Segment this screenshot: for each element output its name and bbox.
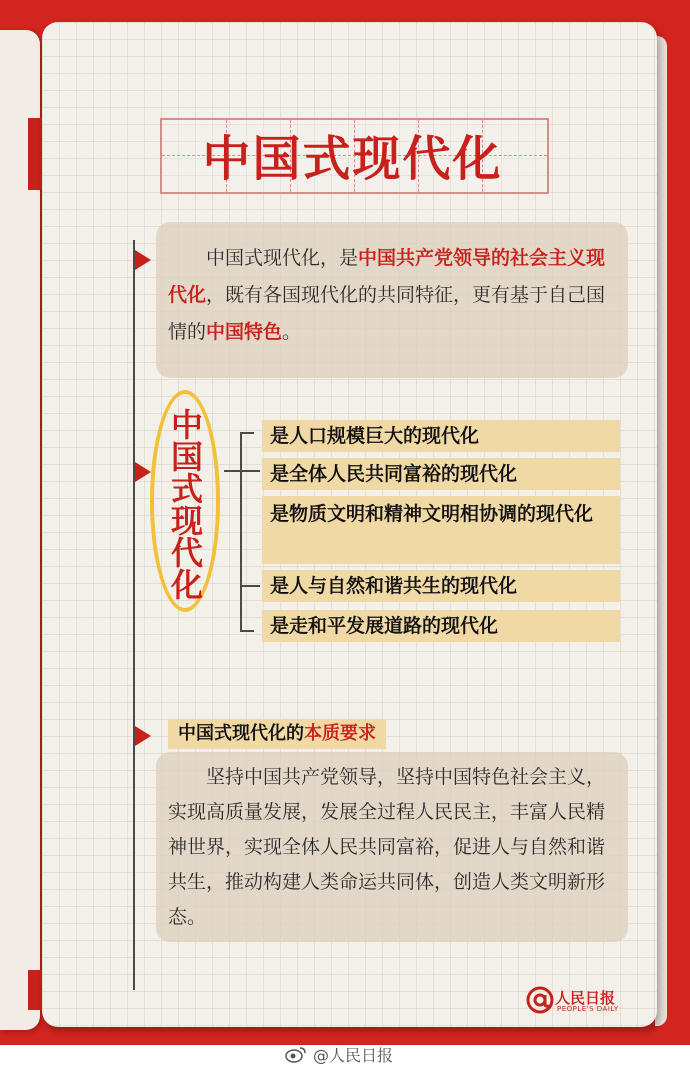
requirement-label: 中国式现代化的本质要求 xyxy=(168,719,386,749)
weibo-icon xyxy=(285,1045,307,1063)
timeline-arrow-2 xyxy=(135,462,151,482)
bracket-tick xyxy=(240,470,260,472)
timeline-arrow-1 xyxy=(135,250,151,270)
logo-subtitle: PEOPLE'S DAILY xyxy=(557,1005,619,1013)
feature-item-3: 是物质文明和精神文明相协调的现代化 xyxy=(262,496,620,564)
requirement-paragraph: 坚持中国共产党领导，坚持中国特色社会主义，实现高质量发展，发展全过程人民民主，丰富人民精神世界，实现全体人民共同富裕，促进人与自然和谐共生，推动构建人类命运共同体，创造人类文明新形态。 xyxy=(168,766,606,928)
intro-paragraph: 中国式现代化，是中国共产党领导的社会主义现代化，既有各国现代化的共同特征，更有基于自己国情的中国特色。 xyxy=(168,247,606,343)
weibo-watermark xyxy=(285,1043,393,1065)
peoples-daily-logo xyxy=(525,985,625,1017)
feature-item-4: 是人与自然和谐共生的现代化 xyxy=(262,570,620,602)
timeline-line xyxy=(133,240,135,990)
at-icon xyxy=(525,985,555,1015)
oval-label: 中国式现代化 xyxy=(166,408,204,600)
feature-item-2: 是全体人民共同富裕的现代化 xyxy=(262,458,620,490)
watermark-text: @人民日报 xyxy=(313,1045,394,1065)
page-title: 中国式现代化 xyxy=(202,130,503,187)
feature-item-1: 是人口规模巨大的现代化 xyxy=(262,420,620,452)
bracket xyxy=(240,432,254,632)
feature-item-5: 是走和平发展道路的现代化 xyxy=(262,610,620,642)
bracket-tick xyxy=(240,585,260,587)
logo-name: 人民日报 xyxy=(555,989,616,1007)
timeline-arrow-3 xyxy=(135,726,151,746)
